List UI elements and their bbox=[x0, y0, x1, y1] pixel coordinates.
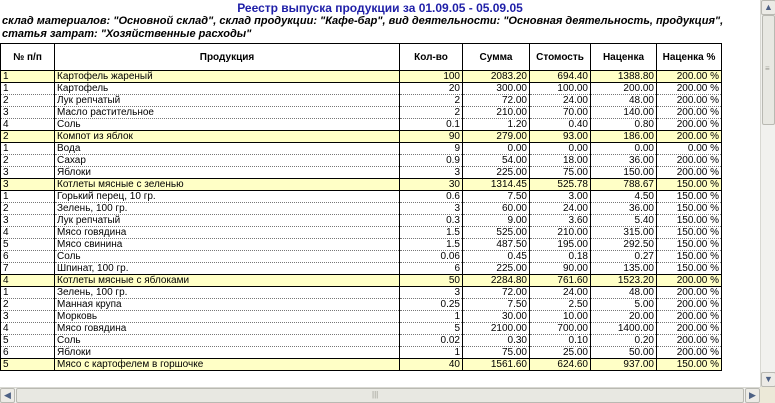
cell-qty: 3 bbox=[400, 167, 463, 179]
cell-np: 3 bbox=[1, 215, 55, 227]
report-title: Реестр выпуска продукции за 01.09.05 - 05.09.05 bbox=[237, 1, 523, 15]
cell-np: 2 bbox=[1, 299, 55, 311]
ingredient-row bbox=[1, 335, 722, 347]
cell-cost: 3.00 bbox=[530, 191, 591, 203]
cell-sum: 30.00 bbox=[463, 311, 530, 323]
cell-product: Соль bbox=[55, 251, 400, 263]
cell-product: Соль bbox=[55, 119, 400, 131]
cell-qty: 6 bbox=[400, 263, 463, 275]
cell-np: 2 bbox=[1, 95, 55, 107]
cell-np: 5 bbox=[1, 359, 55, 371]
cell-np: 1 bbox=[1, 83, 55, 95]
cell-np: 3 bbox=[1, 107, 55, 119]
scroll-right-icon[interactable]: ▶ bbox=[745, 388, 760, 403]
ingredient-row bbox=[1, 263, 722, 275]
cell-markup-pct: 200.00 % bbox=[657, 83, 722, 95]
cell-sum: 7.50 bbox=[463, 299, 530, 311]
cell-cost: 75.00 bbox=[530, 167, 591, 179]
vertical-scrollbar[interactable] bbox=[760, 0, 775, 387]
cell-np: 7 bbox=[1, 263, 55, 275]
horizontal-scroll-thumb[interactable]: ||| bbox=[16, 388, 744, 403]
cell-qty: 100 bbox=[400, 71, 463, 83]
cell-markup: 315.00 bbox=[591, 227, 657, 239]
cell-qty: 40 bbox=[400, 359, 463, 371]
cell-markup-pct: 200.00 % bbox=[657, 167, 722, 179]
cell-cost: 100.00 bbox=[530, 83, 591, 95]
cell-markup-pct: 150.00 % bbox=[657, 239, 722, 251]
cell-markup: 4.50 bbox=[591, 191, 657, 203]
cell-markup-pct: 150.00 % bbox=[657, 263, 722, 275]
ingredient-row bbox=[1, 215, 722, 227]
col-header-cost: Стомость bbox=[530, 44, 591, 71]
cell-sum: 0.30 bbox=[463, 335, 530, 347]
cell-product: Котлеты мясные с яблоками bbox=[55, 275, 400, 287]
ingredient-row bbox=[1, 83, 722, 95]
cell-markup: 48.00 bbox=[591, 95, 657, 107]
cell-sum: 1.20 bbox=[463, 119, 530, 131]
cell-markup: 0.80 bbox=[591, 119, 657, 131]
cell-np: 5 bbox=[1, 239, 55, 251]
cell-np: 1 bbox=[1, 71, 55, 83]
cell-qty: 0.9 bbox=[400, 155, 463, 167]
cell-product: Мясо свинина bbox=[55, 239, 400, 251]
cell-sum: 487.50 bbox=[463, 239, 530, 251]
cell-product: Сахар bbox=[55, 155, 400, 167]
cell-markup: 0.20 bbox=[591, 335, 657, 347]
scrollbar-corner bbox=[760, 387, 775, 403]
cell-markup-pct: 150.00 % bbox=[657, 227, 722, 239]
ingredient-row bbox=[1, 347, 722, 359]
cell-sum: 525.00 bbox=[463, 227, 530, 239]
product-group-row bbox=[1, 131, 722, 143]
col-header-product: Продукция bbox=[55, 44, 400, 71]
cell-product: Картофель жареный bbox=[55, 71, 400, 83]
cell-product: Компот из яблок bbox=[55, 131, 400, 143]
cell-markup: 200.00 bbox=[591, 83, 657, 95]
cell-markup: 186.00 bbox=[591, 131, 657, 143]
cell-product: Яблоки bbox=[55, 347, 400, 359]
ingredient-row bbox=[1, 191, 722, 203]
cell-markup-pct: 200.00 % bbox=[657, 335, 722, 347]
cell-np: 3 bbox=[1, 167, 55, 179]
cell-sum: 75.00 bbox=[463, 347, 530, 359]
cell-sum: 72.00 bbox=[463, 95, 530, 107]
col-header-markup: Наценка bbox=[591, 44, 657, 71]
cell-qty: 0.06 bbox=[400, 251, 463, 263]
cell-cost: 90.00 bbox=[530, 263, 591, 275]
cell-np: 6 bbox=[1, 347, 55, 359]
cell-qty: 1 bbox=[400, 311, 463, 323]
cell-markup-pct: 200.00 % bbox=[657, 71, 722, 83]
ingredient-row bbox=[1, 251, 722, 263]
cell-cost: 18.00 bbox=[530, 155, 591, 167]
cell-product: Горький перец, 10 гр. bbox=[55, 191, 400, 203]
cell-sum: 2083.20 bbox=[463, 71, 530, 83]
horizontal-scrollbar[interactable] bbox=[0, 387, 760, 403]
cell-sum: 2284.80 bbox=[463, 275, 530, 287]
cell-sum: 210.00 bbox=[463, 107, 530, 119]
ingredient-row bbox=[1, 227, 722, 239]
cell-markup-pct: 200.00 % bbox=[657, 95, 722, 107]
cell-qty: 1.5 bbox=[400, 227, 463, 239]
cell-qty: 1 bbox=[400, 347, 463, 359]
cell-cost: 700.00 bbox=[530, 323, 591, 335]
cell-markup: 1388.80 bbox=[591, 71, 657, 83]
cell-product: Мясо говядина bbox=[55, 323, 400, 335]
cell-markup: 20.00 bbox=[591, 311, 657, 323]
cell-markup: 5.40 bbox=[591, 215, 657, 227]
cell-cost: 70.00 bbox=[530, 107, 591, 119]
ingredient-row bbox=[1, 239, 722, 251]
scroll-down-icon[interactable]: ▼ bbox=[761, 372, 775, 387]
ingredient-row bbox=[1, 155, 722, 167]
cell-product: Лук репчатый bbox=[55, 215, 400, 227]
cell-cost: 210.00 bbox=[530, 227, 591, 239]
cell-cost: 0.00 bbox=[530, 143, 591, 155]
cell-markup-pct: 200.00 % bbox=[657, 107, 722, 119]
cell-sum: 300.00 bbox=[463, 83, 530, 95]
scroll-up-icon[interactable]: ▲ bbox=[761, 0, 775, 15]
table-header-row bbox=[1, 44, 722, 71]
cell-product: Морковь bbox=[55, 311, 400, 323]
cell-qty: 3 bbox=[400, 203, 463, 215]
cell-product: Зелень, 100 гр. bbox=[55, 203, 400, 215]
cell-cost: 93.00 bbox=[530, 131, 591, 143]
cell-product: Шпинат, 100 гр. bbox=[55, 263, 400, 275]
cell-cost: 24.00 bbox=[530, 203, 591, 215]
cell-product: Соль bbox=[55, 335, 400, 347]
cell-qty: 5 bbox=[400, 323, 463, 335]
cell-markup-pct: 150.00 % bbox=[657, 359, 722, 371]
cell-qty: 50 bbox=[400, 275, 463, 287]
cell-sum: 7.50 bbox=[463, 191, 530, 203]
cell-cost: 761.60 bbox=[530, 275, 591, 287]
cell-markup-pct: 200.00 % bbox=[657, 347, 722, 359]
cell-qty: 1.5 bbox=[400, 239, 463, 251]
product-group-row bbox=[1, 179, 722, 191]
cell-np: 1 bbox=[1, 287, 55, 299]
ingredient-row bbox=[1, 167, 722, 179]
cell-markup-pct: 200.00 % bbox=[657, 299, 722, 311]
cell-markup: 1523.20 bbox=[591, 275, 657, 287]
cell-markup: 292.50 bbox=[591, 239, 657, 251]
ingredient-row bbox=[1, 299, 722, 311]
cell-sum: 0.00 bbox=[463, 143, 530, 155]
cell-sum: 2100.00 bbox=[463, 323, 530, 335]
cell-qty: 3 bbox=[400, 287, 463, 299]
ingredient-row bbox=[1, 311, 722, 323]
cell-qty: 0.25 bbox=[400, 299, 463, 311]
cell-sum: 279.00 bbox=[463, 131, 530, 143]
col-header-sum: Сумма bbox=[463, 44, 530, 71]
cell-markup: 0.00 bbox=[591, 143, 657, 155]
cell-qty: 0.1 bbox=[400, 119, 463, 131]
cell-markup: 36.00 bbox=[591, 203, 657, 215]
cell-markup-pct: 200.00 % bbox=[657, 119, 722, 131]
cell-cost: 525.78 bbox=[530, 179, 591, 191]
cell-sum: 1314.45 bbox=[463, 179, 530, 191]
cell-product: Зелень, 100 гр. bbox=[55, 287, 400, 299]
cell-markup-pct: 150.00 % bbox=[657, 215, 722, 227]
cell-markup-pct: 0.00 % bbox=[657, 143, 722, 155]
products-table bbox=[0, 43, 722, 371]
ingredient-row bbox=[1, 95, 722, 107]
cell-markup-pct: 200.00 % bbox=[657, 155, 722, 167]
cell-cost: 3.60 bbox=[530, 215, 591, 227]
cell-markup-pct: 150.00 % bbox=[657, 251, 722, 263]
cell-np: 2 bbox=[1, 155, 55, 167]
cell-markup: 140.00 bbox=[591, 107, 657, 119]
cell-sum: 72.00 bbox=[463, 287, 530, 299]
cell-markup: 48.00 bbox=[591, 287, 657, 299]
cell-markup: 0.27 bbox=[591, 251, 657, 263]
cell-qty: 90 bbox=[400, 131, 463, 143]
cell-markup: 50.00 bbox=[591, 347, 657, 359]
cell-qty: 0.3 bbox=[400, 215, 463, 227]
cell-product: Котлеты мясные с зеленью bbox=[55, 179, 400, 191]
cell-qty: 0.02 bbox=[400, 335, 463, 347]
cell-markup-pct: 150.00 % bbox=[657, 191, 722, 203]
cell-sum: 60.00 bbox=[463, 203, 530, 215]
cell-markup: 36.00 bbox=[591, 155, 657, 167]
cell-markup-pct: 150.00 % bbox=[657, 203, 722, 215]
cell-cost: 0.10 bbox=[530, 335, 591, 347]
ingredient-row bbox=[1, 119, 722, 131]
cell-cost: 10.00 bbox=[530, 311, 591, 323]
product-group-row bbox=[1, 275, 722, 287]
cell-np: 5 bbox=[1, 335, 55, 347]
cell-product: Манная крупа bbox=[55, 299, 400, 311]
cell-sum: 0.45 bbox=[463, 251, 530, 263]
cell-np: 2 bbox=[1, 203, 55, 215]
ingredient-row bbox=[1, 107, 722, 119]
cell-markup-pct: 200.00 % bbox=[657, 311, 722, 323]
ingredient-row bbox=[1, 203, 722, 215]
cell-np: 4 bbox=[1, 323, 55, 335]
ingredient-row bbox=[1, 287, 722, 299]
ingredient-row bbox=[1, 143, 722, 155]
product-group-row bbox=[1, 359, 722, 371]
cell-product: Лук репчатый bbox=[55, 95, 400, 107]
cell-np: 1 bbox=[1, 143, 55, 155]
cell-qty: 2 bbox=[400, 95, 463, 107]
cell-markup-pct: 200.00 % bbox=[657, 287, 722, 299]
cell-markup: 150.00 bbox=[591, 167, 657, 179]
cell-np: 2 bbox=[1, 131, 55, 143]
vertical-scroll-thumb[interactable]: ≡ bbox=[762, 15, 775, 125]
cell-np: 4 bbox=[1, 119, 55, 131]
cell-np: 4 bbox=[1, 227, 55, 239]
cell-qty: 2 bbox=[400, 107, 463, 119]
cell-sum: 225.00 bbox=[463, 263, 530, 275]
cell-np: 3 bbox=[1, 311, 55, 323]
cell-markup-pct: 150.00 % bbox=[657, 179, 722, 191]
col-header-qty: Кол-во bbox=[400, 44, 463, 71]
cell-markup: 1400.00 bbox=[591, 323, 657, 335]
report-subtitle: склад материалов: "Основной склад", склад продукции: "Кафе-бар", вид деятельности: "Основная деятельность, продукция", статья затрат: "Хозяйственные расходы" bbox=[2, 15, 724, 40]
cell-sum: 1561.60 bbox=[463, 359, 530, 371]
cell-markup: 788.67 bbox=[591, 179, 657, 191]
cell-markup: 5.00 bbox=[591, 299, 657, 311]
cell-cost: 2.50 bbox=[530, 299, 591, 311]
table-body bbox=[1, 71, 722, 371]
cell-markup: 135.00 bbox=[591, 263, 657, 275]
cell-sum: 225.00 bbox=[463, 167, 530, 179]
cell-markup: 937.00 bbox=[591, 359, 657, 371]
product-group-row bbox=[1, 71, 722, 83]
cell-product: Масло растительное bbox=[55, 107, 400, 119]
cell-markup-pct: 200.00 % bbox=[657, 275, 722, 287]
cell-product: Вода bbox=[55, 143, 400, 155]
cell-cost: 694.40 bbox=[530, 71, 591, 83]
cell-markup-pct: 200.00 % bbox=[657, 131, 722, 143]
cell-sum: 54.00 bbox=[463, 155, 530, 167]
cell-cost: 195.00 bbox=[530, 239, 591, 251]
cell-cost: 0.40 bbox=[530, 119, 591, 131]
ingredient-row bbox=[1, 323, 722, 335]
cell-qty: 30 bbox=[400, 179, 463, 191]
cell-np: 3 bbox=[1, 179, 55, 191]
cell-cost: 0.18 bbox=[530, 251, 591, 263]
col-header-markup-pct: Наценка % bbox=[657, 44, 722, 71]
cell-cost: 25.00 bbox=[530, 347, 591, 359]
cell-product: Мясо с картофелем в горшочке bbox=[55, 359, 400, 371]
cell-product: Мясо говядина bbox=[55, 227, 400, 239]
cell-product: Картофель bbox=[55, 83, 400, 95]
cell-qty: 9 bbox=[400, 143, 463, 155]
cell-qty: 20 bbox=[400, 83, 463, 95]
cell-product: Яблоки bbox=[55, 167, 400, 179]
cell-qty: 0.6 bbox=[400, 191, 463, 203]
cell-markup-pct: 200.00 % bbox=[657, 323, 722, 335]
cell-cost: 24.00 bbox=[530, 287, 591, 299]
scroll-left-icon[interactable]: ◀ bbox=[0, 388, 15, 403]
cell-np: 4 bbox=[1, 275, 55, 287]
col-header-np: № п/п bbox=[1, 44, 55, 71]
cell-sum: 9.00 bbox=[463, 215, 530, 227]
cell-np: 6 bbox=[1, 251, 55, 263]
cell-cost: 24.00 bbox=[530, 95, 591, 107]
cell-cost: 624.60 bbox=[530, 359, 591, 371]
cell-np: 1 bbox=[1, 191, 55, 203]
